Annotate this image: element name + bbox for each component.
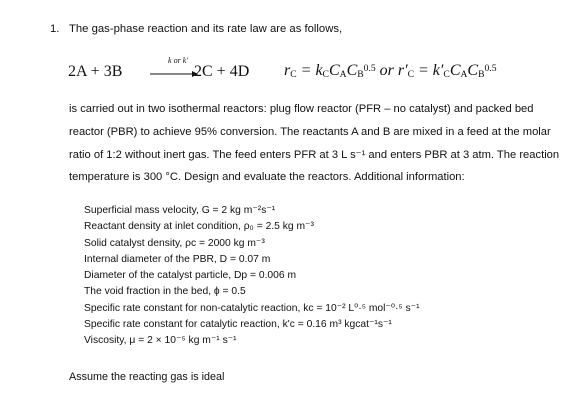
info-item-mass-velocity: Superficial mass velocity, G = 2 kg m⁻²s⁻¹ [84,205,276,216]
question-intro: The gas-phase reaction and its rate law are as follows, [69,23,343,35]
reaction-equation [68,56,538,86]
info-item-catalytic-rate-constant: Specific rate constant for catalytic reaction, k'c = 0.16 m³ kgcat⁻¹s⁻¹ [84,319,392,331]
superscript-text: 0.5 [363,62,376,74]
subscript-text: C [322,69,329,81]
description-line-1: is carried out in two isothermal reactors: plug flow reactor (PFR – no catalyst) and packed bed [69,103,534,115]
additional-information-list [84,203,420,350]
reaction-arrow-label: k or k' [168,56,188,65]
subscript-text: B [478,69,485,81]
subscript-text: C [290,69,297,81]
info-item-particle-diameter: Diameter of the catalyst particle, Dp = 0.006 m [84,270,297,282]
products: 2C + 4D [194,63,250,80]
subscript-text: C [407,69,414,81]
subscript-text: A [460,69,468,81]
reactants: 2A + 3B [68,63,123,80]
assumption-text: Assume the reacting gas is ideal [69,371,225,383]
rate-law-expression: $r_C = k_CC_AC_B^{0.5}$ or $r'_C = k'_CC_AC_B^{0.5}$ [284,62,497,81]
description-line-3: ratio of 1:2 without inert gas. The feed enters PFR at 3 L s⁻¹ and enters PBR at 3 atm. The reaction [69,149,560,161]
subscript-text: C [443,69,450,81]
description-line-4: temperature is 300 °C. Design and evaluate the reactors. Additional information: [69,171,465,183]
rate-law [284,63,497,79]
info-item-void-fraction: The void fraction in the bed, ϕ = 0.5 [84,286,246,298]
subscript-text: B [357,69,364,81]
info-item-inlet-density: Reactant density at inlet condition, ρ₀ = 2.5 kg m⁻³ [84,221,314,233]
info-item-viscosity: Viscosity, μ = 2 × 10⁻⁵ kg m⁻¹ s⁻¹ [84,335,237,347]
info-item-pbr-diameter: Internal diameter of the PBR, D = 0.07 m [84,253,271,265]
info-item-noncatalytic-rate-constant: Specific rate constant for non-catalytic reaction, kc = 10⁻² L⁰·⁵ mol⁻⁰·⁵ s⁻¹ [84,302,420,314]
reaction-arrow-icon [150,70,198,78]
info-item-catalyst-density: Solid catalyst density, ρc = 2000 kg m⁻³ [84,237,265,249]
description-line-2: reactor (PBR) to achieve 95% conversion. The reactants A and B are mixed in a feed at the molar [69,126,551,138]
question-number: 1. [50,23,60,35]
superscript-text: 0.5 [484,62,497,74]
subscript-text: A [339,69,347,81]
